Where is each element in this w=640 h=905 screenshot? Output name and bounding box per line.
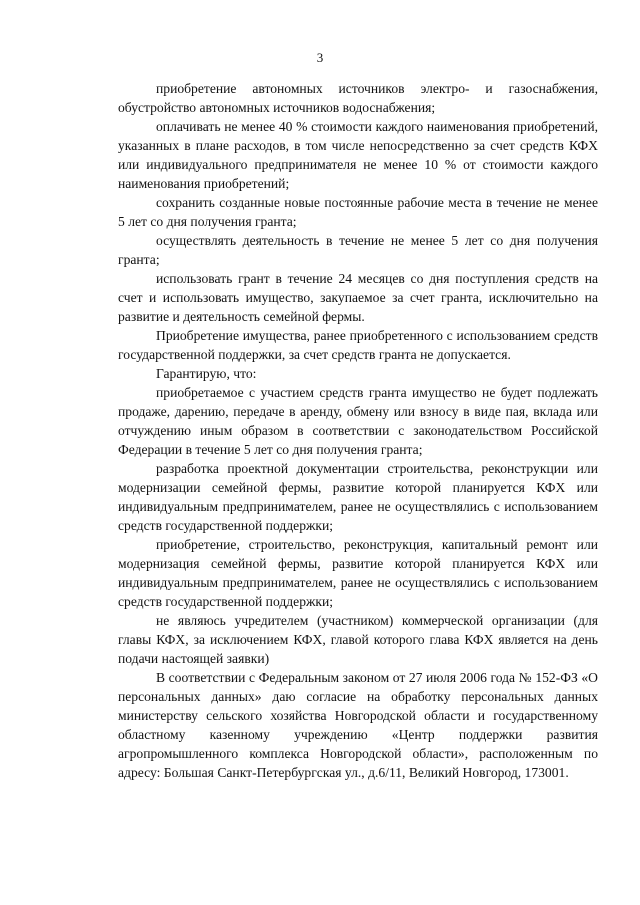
paragraph-autonomous-sources: приобретение автономных источников электро- и газоснабжения, обустройство автономных источников водоснабжения; — [118, 81, 598, 115]
page-number: 3 — [316, 50, 324, 65]
paragraph-construction: приобретение, строительство, реконструкция, капитальный ремонт или модернизация семейной фермы, развитие которой планируется КФХ или индивидуальным предпринимателем, ранее не осуществлялись с использованием средств государственной поддержки; — [118, 537, 598, 609]
paragraph-grant-use: использовать грант в течение 24 месяцев со дня поступления средств на счет и использовать имущество, закупаемое за счет гранта, исключительно на развитие и деятельность семейной фермы. — [118, 271, 598, 324]
paragraph-activity: осуществлять деятельность в течение не менее 5 лет со дня получения гранта; — [118, 233, 598, 267]
paragraph-cofinancing: оплачивать не менее 40 % стоимости каждого наименования приобретений, указанных в плане расходов, в том числе непосредственно за счет средств КФХ или индивидуального предпринимателя не менее 10 % от стоимости каждого наименования приобретений; — [118, 119, 598, 191]
document-body — [118, 79, 598, 782]
paragraph-property: приобретаемое с участием средств гранта имущество не будет подлежать продаже, дарению, передаче в аренду, обмену или взносу в виде пая, вклада или отчуждению иным образом в соответствии с законодательством Российской Федерации в течение 5 лет со дня получения гранта; — [118, 385, 598, 457]
paragraph-personal-data: В соответствии с Федеральным законом от 27 июля 2006 года № 152-ФЗ «О персональных данных» даю согласие на обработку персональных данных министерству сельского хозяйства Новгородской области и государственному областному казенному учреждению «Центр поддержки развития агропромышленного комплекса Новгородской области», расположенным по адресу: Большая Санкт-Петербургская ул., д.6/11, Великий Новгород, 173001. — [118, 670, 598, 780]
paragraph-design-docs: разработка проектной документации строительства, реконструкции или модернизации семейной фермы, развитие которой планируется КФХ или индивидуальным предпринимателем, ранее не осуществлялись с использованием средств государственной поддержки; — [118, 461, 598, 533]
paragraph-prior-support: Приобретение имущества, ранее приобретенного с использованием средств государственной поддержки, за счет средств гранта не допускается. — [118, 328, 598, 362]
paragraph-jobs: сохранить созданные новые постоянные рабочие места в течение не менее 5 лет со дня получения гранта; — [118, 195, 598, 229]
paragraph-founder: не являюсь учредителем (участником) коммерческой организации (для главы КФХ, за исключением КФХ, главой которого глава КФХ является на день подачи настоящей заявки) — [118, 613, 598, 666]
paragraph-guarantee-intro: Гарантирую, что: — [156, 366, 257, 381]
